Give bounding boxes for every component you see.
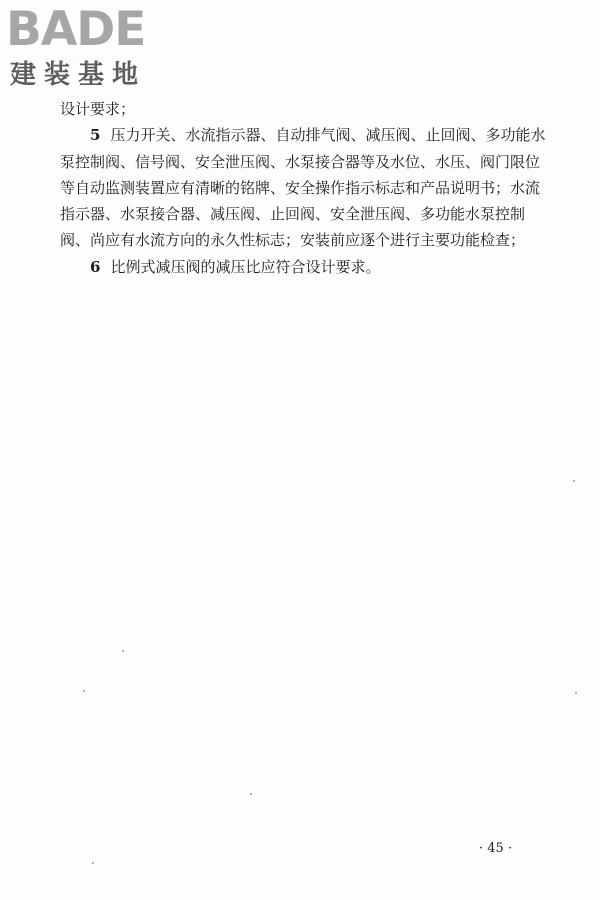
scan-speck: [250, 793, 252, 795]
clause-5: [60, 122, 550, 253]
bade-logo-watermark: [6, 2, 176, 92]
scan-speck: [122, 650, 124, 652]
clause-6: [60, 254, 550, 280]
scan-speck: [92, 862, 94, 864]
clause-5-text: 压力开关、水流指示器、自动排气阀、减压阀、止回阀、多功能水泵控制阀、信号阀、安全泄压阀、水泵接合器等及水位、水压、阀门限位等自动监测装置应有清晰的铭牌、安全操作指示标志和产品说明书；水流指示器、水泵接合器、减压阀、止回阀、安全泄压阀、多功能水泵控制阀、尚应有水流方向的永久性标志；安装前应逐个进行主要功能检查；: [60, 126, 546, 250]
page-number: · 45 ·: [479, 841, 513, 856]
watermark-latin-text: BADE: [6, 2, 146, 57]
clause-5-number: 5: [90, 126, 101, 145]
scan-speck: [575, 692, 577, 694]
scan-speck: [83, 690, 85, 692]
continuation-line: 设计要求；: [60, 100, 136, 118]
watermark-cjk-text: 建装基地: [10, 60, 147, 90]
clause-6-number: 6: [90, 257, 101, 276]
scan-speck: [573, 480, 575, 482]
document-body: [60, 96, 550, 280]
clause-6-text: 比例式减压阀的减压比应符合设计要求。: [110, 257, 381, 276]
